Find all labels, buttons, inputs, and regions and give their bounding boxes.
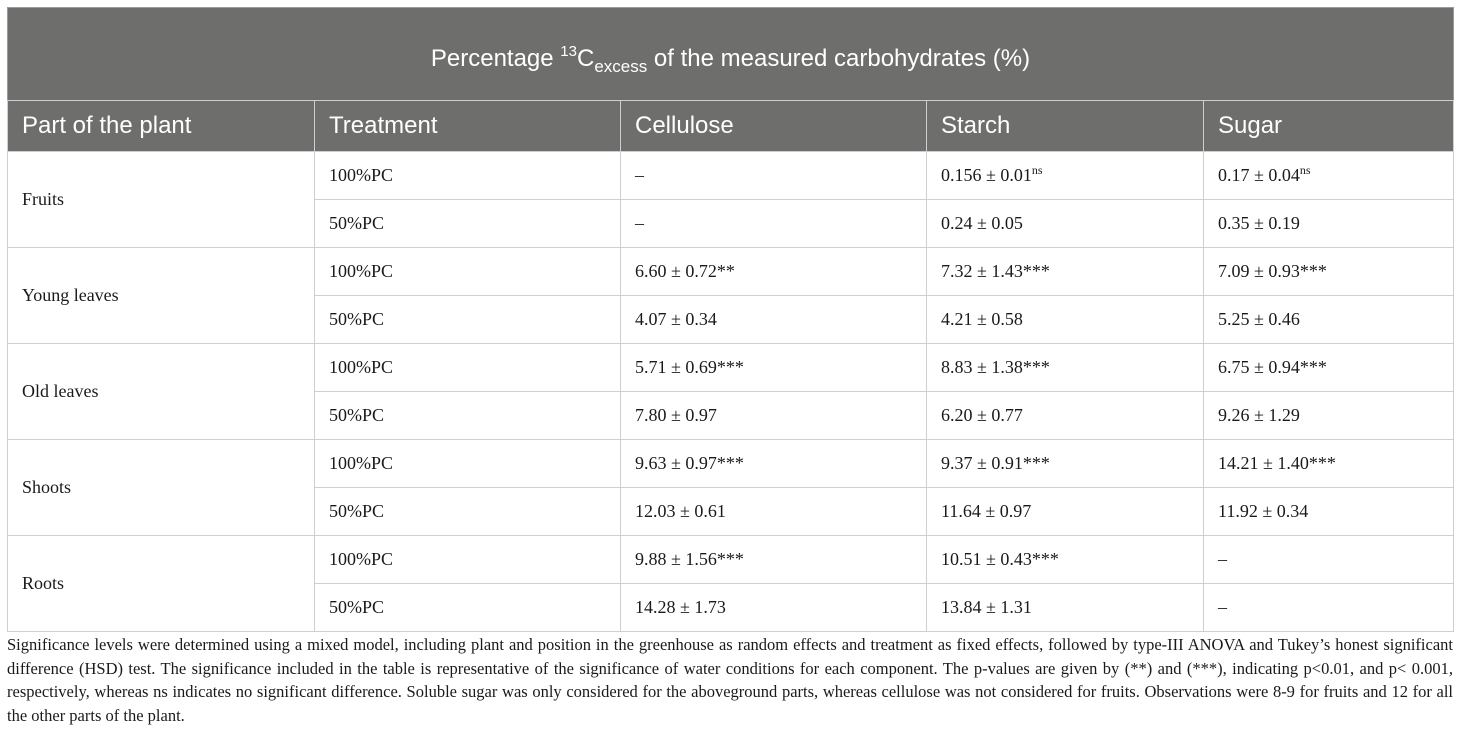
treatment-cell: 50%PC (315, 488, 621, 536)
caption-prefix: Percentage (430, 45, 561, 72)
part-cell: Old leaves (8, 344, 315, 440)
sugar-cell: 14.21 ± 1.40*** (1204, 440, 1454, 488)
header-treatment: Treatment (315, 101, 621, 152)
cellulose-value: – (635, 165, 644, 185)
part-cell: Roots (8, 536, 315, 632)
starch-cell: 13.84 ± 1.31 (927, 584, 1204, 632)
header-sugar: Sugar (1204, 101, 1454, 152)
table-caption-row (8, 8, 1454, 101)
carbohydrate-table (7, 7, 1454, 632)
treatment-cell: 100%PC (315, 536, 621, 584)
starch-cell: 11.64 ± 0.97 (927, 488, 1204, 536)
sugar-cell (1204, 152, 1454, 200)
cellulose-cell: 9.88 ± 1.56*** (621, 536, 927, 584)
significance-marker: ns (1031, 163, 1043, 177)
cellulose-cell: 5.71 ± 0.69*** (621, 344, 927, 392)
caption-suffix: of the measured carbohydrates (%) (647, 45, 1031, 72)
header-starch: Starch (927, 101, 1204, 152)
treatment-cell: 50%PC (315, 392, 621, 440)
caption-subscript: excess (594, 57, 648, 76)
table-row (8, 536, 1454, 584)
starch-cell: 9.37 ± 0.91*** (927, 440, 1204, 488)
starch-cell: 4.21 ± 0.58 (927, 296, 1204, 344)
starch-cell: 8.83 ± 1.38*** (927, 344, 1204, 392)
treatment-cell: 50%PC (315, 200, 621, 248)
header-cellulose: Cellulose (621, 101, 927, 152)
cellulose-cell: – (621, 200, 927, 248)
caption-isotope-mass: 13 (560, 43, 577, 60)
cellulose-cell (621, 152, 927, 200)
significance-marker: ns (1299, 163, 1311, 177)
table-row (8, 152, 1454, 200)
header-part-of-plant: Part of the plant (8, 101, 315, 152)
cellulose-cell: 6.60 ± 0.72** (621, 248, 927, 296)
cellulose-cell: 14.28 ± 1.73 (621, 584, 927, 632)
cellulose-cell: 7.80 ± 0.97 (621, 392, 927, 440)
sugar-cell: – (1204, 536, 1454, 584)
treatment-cell: 50%PC (315, 584, 621, 632)
table-body (8, 152, 1454, 632)
caption-element: C (576, 45, 595, 72)
sugar-cell: 11.92 ± 0.34 (1204, 488, 1454, 536)
treatment-cell: 50%PC (315, 296, 621, 344)
table-row (8, 440, 1454, 488)
part-cell: Shoots (8, 440, 315, 536)
treatment-cell: 100%PC (315, 248, 621, 296)
starch-cell (927, 152, 1204, 200)
sugar-cell: 5.25 ± 0.46 (1204, 296, 1454, 344)
sugar-cell: 0.35 ± 0.19 (1204, 200, 1454, 248)
treatment-cell: 100%PC (315, 152, 621, 200)
cellulose-cell: 4.07 ± 0.34 (621, 296, 927, 344)
data-table-container (7, 7, 1453, 632)
treatment-cell: 100%PC (315, 344, 621, 392)
table-footnote: Significance levels were determined using a mixed model, including plant and position in the greenhouse as random effects and treatment as fixed effects, followed by type-III ANOVA and Tukey’s honest significant difference (HSD) test. The significance included in the table is representative of the significance of water conditions for each component. The p-values are given by (**) and (***), indicating p<0.01, and p< 0.001, respectively, whereas ns indicates no significant difference. Soluble sugar was only considered for the aboveground parts, whereas cellulose was not considered for fruits. Observations were 8-9 for fruits and 12 for all the other parts of the plant. (7, 635, 1453, 725)
sugar-cell: 6.75 ± 0.94*** (1204, 344, 1454, 392)
part-cell: Young leaves (8, 248, 315, 344)
sugar-cell: 7.09 ± 0.93*** (1204, 248, 1454, 296)
table-row (8, 248, 1454, 296)
table-caption (8, 8, 1454, 101)
starch-cell: 6.20 ± 0.77 (927, 392, 1204, 440)
sugar-value: 0.17 ± 0.04 (1218, 165, 1300, 185)
starch-cell: 0.24 ± 0.05 (927, 200, 1204, 248)
starch-value: 0.156 ± 0.01 (941, 165, 1032, 185)
treatment-cell: 100%PC (315, 440, 621, 488)
sugar-cell: – (1204, 584, 1454, 632)
starch-cell: 7.32 ± 1.43*** (927, 248, 1204, 296)
starch-cell: 10.51 ± 0.43*** (927, 536, 1204, 584)
table-row (8, 344, 1454, 392)
cellulose-cell: 9.63 ± 0.97*** (621, 440, 927, 488)
cellulose-cell: 12.03 ± 0.61 (621, 488, 927, 536)
column-header-row (8, 101, 1454, 152)
sugar-cell: 9.26 ± 1.29 (1204, 392, 1454, 440)
part-cell: Fruits (8, 152, 315, 248)
